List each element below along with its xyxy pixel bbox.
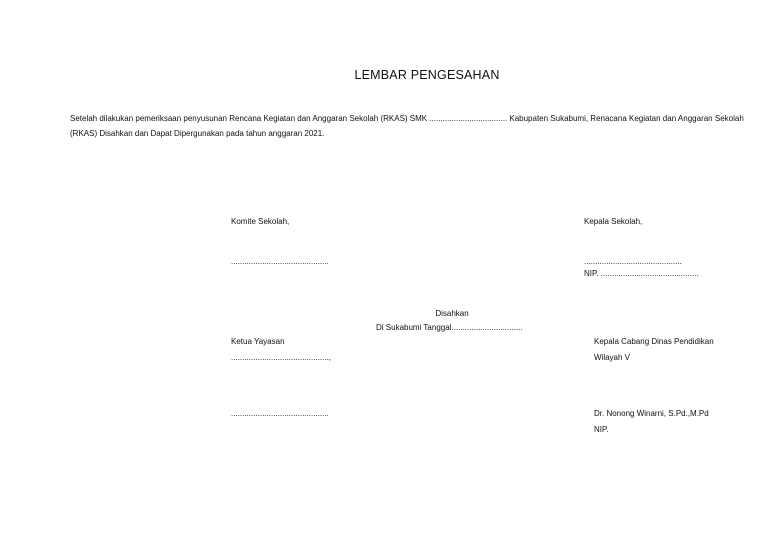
kepala-sekolah-signature-line: ............................................ — [584, 257, 682, 266]
komite-signature-line: ............................................ — [231, 257, 329, 266]
ketua-yayasan-name-line: ............................................ — [231, 409, 329, 418]
kacabdin-label: Kepala Cabang Dinas Pendidikan — [594, 337, 714, 346]
place-date: Di Sukabumi Tanggal................................ — [376, 323, 523, 332]
kepala-sekolah-label: Kepala Sekolah, — [584, 217, 643, 226]
ketua-yayasan-signature-line: ............................................, — [231, 353, 332, 362]
disahkan-label: Disahkan — [435, 309, 469, 318]
komite-label: Komite Sekolah, — [231, 217, 290, 226]
kacabdin-nip: NIP. — [594, 425, 609, 434]
kacabdin-name: Dr. Nonong Winarni, S.Pd.,M.Pd — [594, 409, 709, 418]
kepala-sekolah-nip: NIP. ............................................ — [584, 269, 699, 278]
page-title: LEMBAR PENGESAHAN — [354, 68, 500, 82]
intro-paragraph: Setelah dilakukan pemeriksaan penyusunan Rencana Kegiatan dan Anggaran Sekolah (RKAS) SMK ................................... Kabupaten Sukabumi, Renacana Kegiatan dan Anggaran Sekolah (RKAS) Disahkan dan Dapat Dipergunakan pada tahun anggaran 2021. — [70, 114, 744, 138]
kacabdin-region: Wilayah V — [594, 353, 631, 362]
ketua-yayasan-label: Ketua Yayasan — [231, 337, 285, 346]
